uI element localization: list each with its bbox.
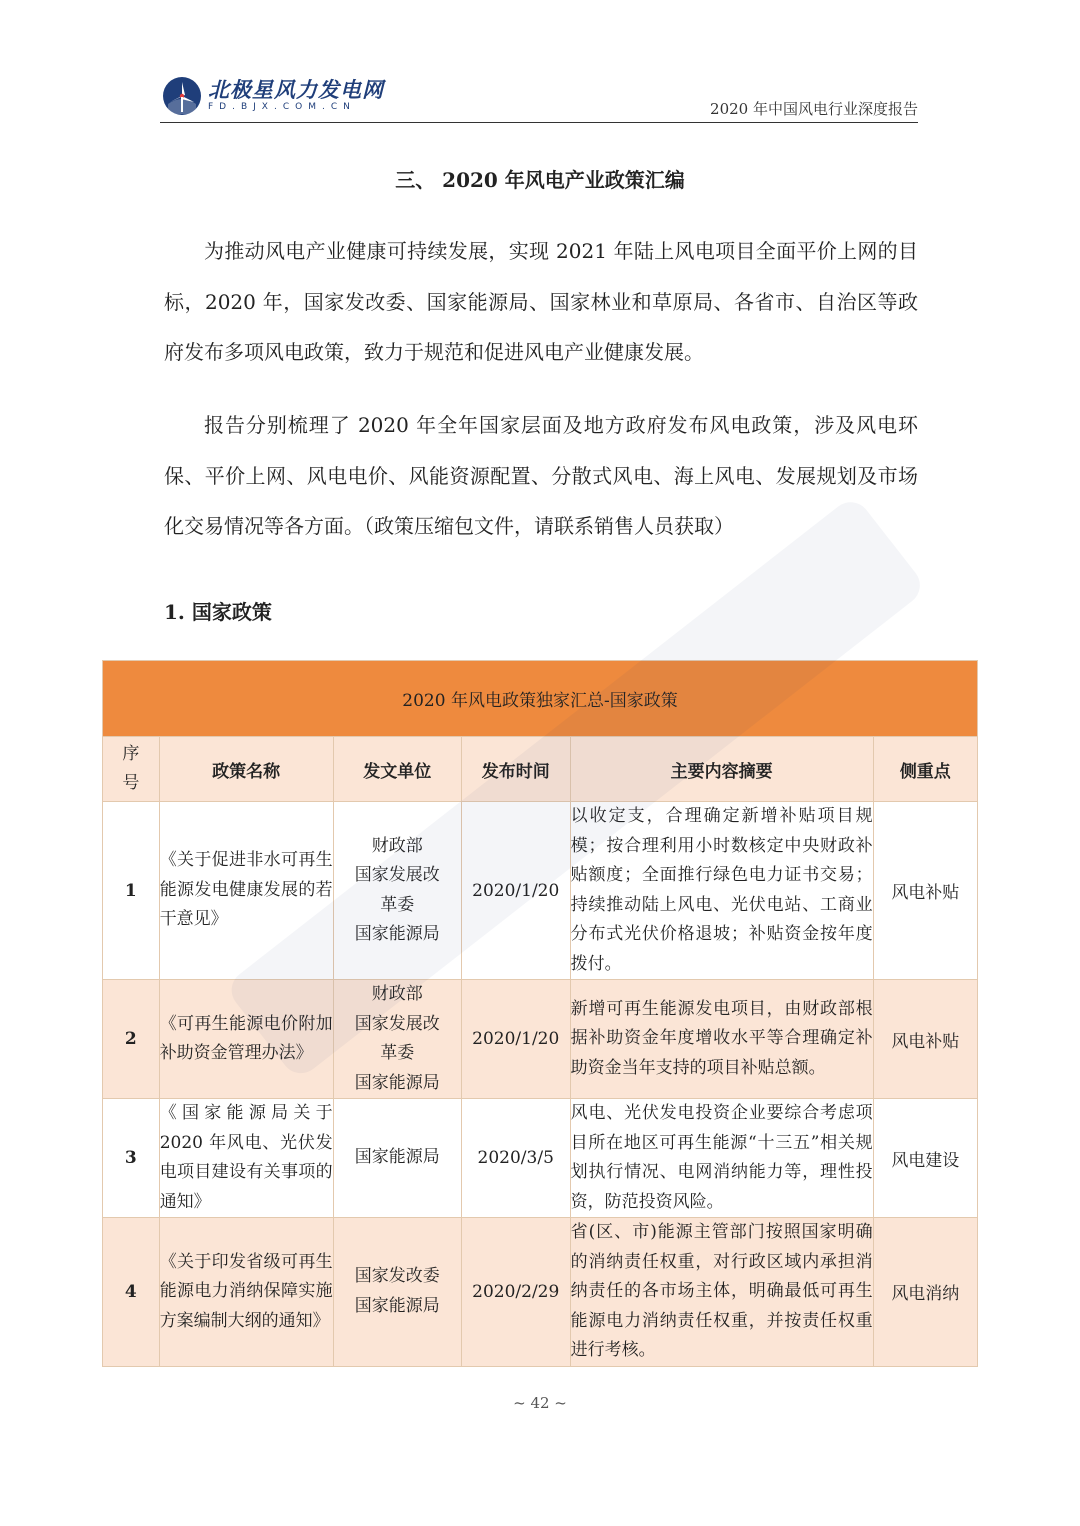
header-focus: 侧重点 [873,737,977,802]
report-title: 2020 年中国风电行业深度报告 [710,100,918,118]
intro-paragraph: 为推动风电产业健康可持续发展，实现 2021 年陆上风电项目全面平价上网的目标，2020 年，国家发改委、国家能源局、国家林业和草原局、各省市、自治区等政府发布多项风电政策，致力于规范和促进风电产业健康发展。 [164,239,918,364]
content-summary: 新增可再生能源发电项目，由财政部根据补助资金年度增收水平等合理确定补助资金当年支持的项目补贴总额。 [570,980,873,1099]
issuing-org: 财政部 国家发展改 革委 国家能源局 [333,802,461,980]
focus-tag: 风电建设 [873,1099,977,1218]
page-header [160,70,918,122]
content-summary: 省(区、市)能源主管部门按照国家明确的消纳责任权重，对行政区域内承担消纳责任的各市场主体，明确最低可再生能源电力消纳责任权重，并按责任权重进行考核。 [570,1218,873,1367]
row-no: 3 [103,1099,160,1218]
section-title: 三、 2020 年风电产业政策汇编 [395,168,685,192]
subsection-heading: 1. 国家政策 [164,600,272,624]
header-divider [160,122,918,123]
publish-date: 2020/1/20 [461,802,570,980]
logo-title: 北极星风力发电网 [208,78,384,102]
content-summary: 以收定支，合理确定新增补贴项目规模；按合理利用小时数核定中央财政补贴额度；全面推行绿色电力证书交易；持续推动陆上风电、光伏电站、工商业分布式光伏价格退坡；补贴资金按年度拨付。 [570,802,873,980]
publish-date: 2020/3/5 [461,1099,570,1218]
header-date: 发布时间 [461,737,570,802]
page-number: ~ 42 ~ [513,1394,567,1412]
table-caption: 2020 年风电政策独家汇总-国家政策 [103,661,978,737]
issuing-org: 财政部 国家发展改 革委 国家能源局 [333,980,461,1099]
table-row [103,802,978,980]
wind-turbine-logo-icon [160,74,204,118]
focus-tag: 风电补贴 [873,980,977,1099]
policy-name: 《国家能源局关于 2020 年风电、光伏发电项目建设有关事项的通知》 [159,1099,333,1218]
publish-date: 2020/1/20 [461,980,570,1099]
issuing-org: 国家发改委 国家能源局 [333,1218,461,1367]
scope-paragraph: 报告分别梳理了 2020 年全年国家层面及地方政府发布风电政策，涉及风电环保、平价上网、风电电价、风能资源配置、分散式风电、海上风电、发展规划及市场化交易情况等各方面。（政策压缩包文件，请联系销售人员获取） [164,413,918,538]
issuing-org: 国家能源局 [333,1099,461,1218]
table-row [103,1099,978,1218]
table-header-row [103,737,978,802]
header-name: 政策名称 [159,737,333,802]
national-policy-table [102,660,978,1367]
policy-name: 《关于促进非水可再生能源发电健康发展的若干意见》 [159,802,333,980]
row-no: 2 [103,980,160,1099]
policy-name: 《关于印发省级可再生能源电力消纳保障实施方案编制大纲的通知》 [159,1218,333,1367]
header-org: 发文单位 [333,737,461,802]
content-summary: 风电、光伏发电投资企业要综合考虑项目所在地区可再生能源“十三五”相关规划执行情况、电网消纳能力等，理性投资，防范投资风险。 [570,1099,873,1218]
header-no: 序 号 [103,737,160,802]
brand-logo [160,70,384,122]
publish-date: 2020/2/29 [461,1218,570,1367]
header-summary: 主要内容摘要 [570,737,873,802]
focus-tag: 风电消纳 [873,1218,977,1367]
focus-tag: 风电补贴 [873,802,977,980]
policy-name: 《可再生能源电价附加补助资金管理办法》 [159,980,333,1099]
table-row [103,1218,978,1367]
row-no: 4 [103,1218,160,1367]
row-no: 1 [103,802,160,980]
logo-subtitle: FD.BJX.COM.CN [208,102,356,112]
table-row [103,980,978,1099]
